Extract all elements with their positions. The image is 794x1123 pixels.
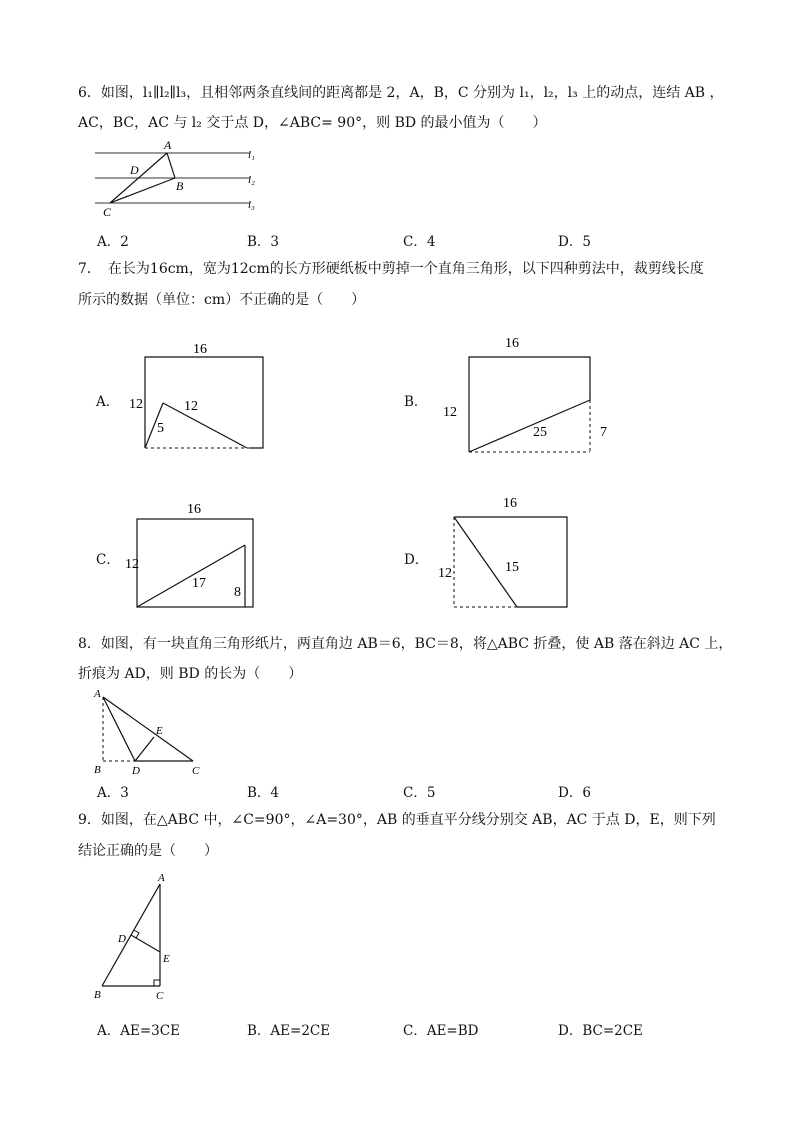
q6-option-b: B．3 [247, 234, 280, 250]
label-e: E [163, 953, 170, 965]
label-c: C [192, 765, 200, 777]
q6-stem-line1: 6．如图，l₁∥l₂∥l₃，且相邻两条直线间的距离都是 2，A，B，C 分别为 l₁，l₂，l₃ 上的动点，连结 AB ， [78, 85, 724, 101]
label-left: 12 [438, 566, 452, 581]
q7-stem-line1: 7． 在长为16cm，宽为12cm的长方形硬纸板中剪掉一个直角三角形，以下四种剪法中，裁剪线长度 [78, 261, 704, 277]
label-c: C [156, 990, 164, 1002]
fold-ad [103, 697, 135, 761]
label-top: 16 [505, 336, 519, 351]
label-top: 16 [503, 496, 517, 511]
cut-hyp [469, 400, 590, 452]
label-left: 12 [443, 405, 457, 420]
label-b: B [176, 179, 184, 193]
label-short: 5 [157, 421, 164, 436]
q8-figure [90, 685, 215, 777]
label-right: 8 [234, 585, 241, 600]
q8-option-c: C．5 [403, 785, 436, 801]
q9-option-d: D．BC=2CE [558, 1023, 643, 1039]
label-a: A [158, 872, 165, 884]
bisector-de [131, 935, 160, 952]
q8-stem-line1: 8．如图，有一块直角三角形纸片，两直角边 AB＝6，BC＝8，将△ABC 折叠，使 AB 落在斜边 AC 上， [78, 636, 733, 652]
label-top: 16 [193, 342, 207, 357]
label-d: D [130, 163, 139, 177]
label-a: A [94, 688, 101, 700]
q7-figure-c [125, 495, 265, 615]
label-hyp: 12 [184, 399, 198, 414]
q7-figd-tag: D． [404, 552, 429, 568]
label-e: E [156, 725, 163, 737]
label-a: A [164, 138, 172, 152]
q6-option-c: C．4 [403, 234, 436, 250]
q8-option-d: D．6 [558, 785, 591, 801]
label-left: 12 [125, 557, 139, 572]
q8-stem-line2: 折痕为 AD，则 BD 的长为（ ） [78, 666, 303, 682]
q7-stem-line2: 所示的数据（单位：cm）不正确的是（ ） [78, 292, 366, 308]
q7-figure-b [435, 330, 615, 460]
q6-option-a: A．2 [97, 234, 129, 250]
q8-option-b: B．4 [247, 785, 280, 801]
segment-bc [110, 178, 175, 203]
label-c: C [103, 205, 112, 219]
q9-figure [90, 870, 180, 1005]
label-top: 16 [187, 502, 201, 517]
label-b: B [94, 764, 101, 776]
q7-figa-tag: A． [96, 394, 120, 410]
label-hyp: 15 [505, 560, 519, 575]
label-d: D [118, 933, 126, 945]
label-hyp: 25 [533, 425, 547, 440]
q7-figure-d [435, 490, 575, 615]
cut-hyp [163, 403, 247, 448]
label-hyp: 17 [192, 576, 206, 591]
label-l1: l₁ [248, 149, 255, 161]
q7-figb-tag: B． [404, 394, 428, 410]
q6-option-d: D．5 [558, 234, 591, 250]
q9-option-b: B．AE=2CE [247, 1023, 331, 1039]
segment-de [135, 737, 154, 761]
label-l2: l₂ [248, 174, 255, 186]
q7-figc-tag: C． [96, 552, 120, 568]
rect-border [469, 357, 590, 452]
label-left: 12 [129, 397, 143, 412]
side-ac [103, 697, 193, 761]
label-d: D [132, 765, 140, 777]
right-angle-mark-c [154, 980, 160, 986]
q9-option-c: C．AE=BD [403, 1023, 479, 1039]
label-right: 7 [600, 425, 607, 440]
segment-ab [167, 153, 175, 178]
q6-stem-line2: AC，BC，AC 与 l₂ 交于点 D，∠ABC= 90°，则 BD 的最小值为（ ） [78, 115, 547, 131]
q8-option-a: A．3 [97, 785, 129, 801]
label-l3: l₃ [248, 199, 255, 211]
label-b: B [94, 989, 101, 1001]
q9-stem-line1: 9．如图，在△ABC 中，∠C=90°，∠A=30°，AB 的垂直平分线分别交 AB，AC 于点 D，E，则下列 [78, 812, 716, 828]
cut-hyp [137, 545, 245, 607]
q7-figure-a [125, 335, 275, 455]
q9-stem-line2: 结论正确的是（ ） [78, 843, 218, 859]
q6-figure [90, 138, 270, 220]
q9-option-a: A．AE=3CE [97, 1023, 180, 1039]
